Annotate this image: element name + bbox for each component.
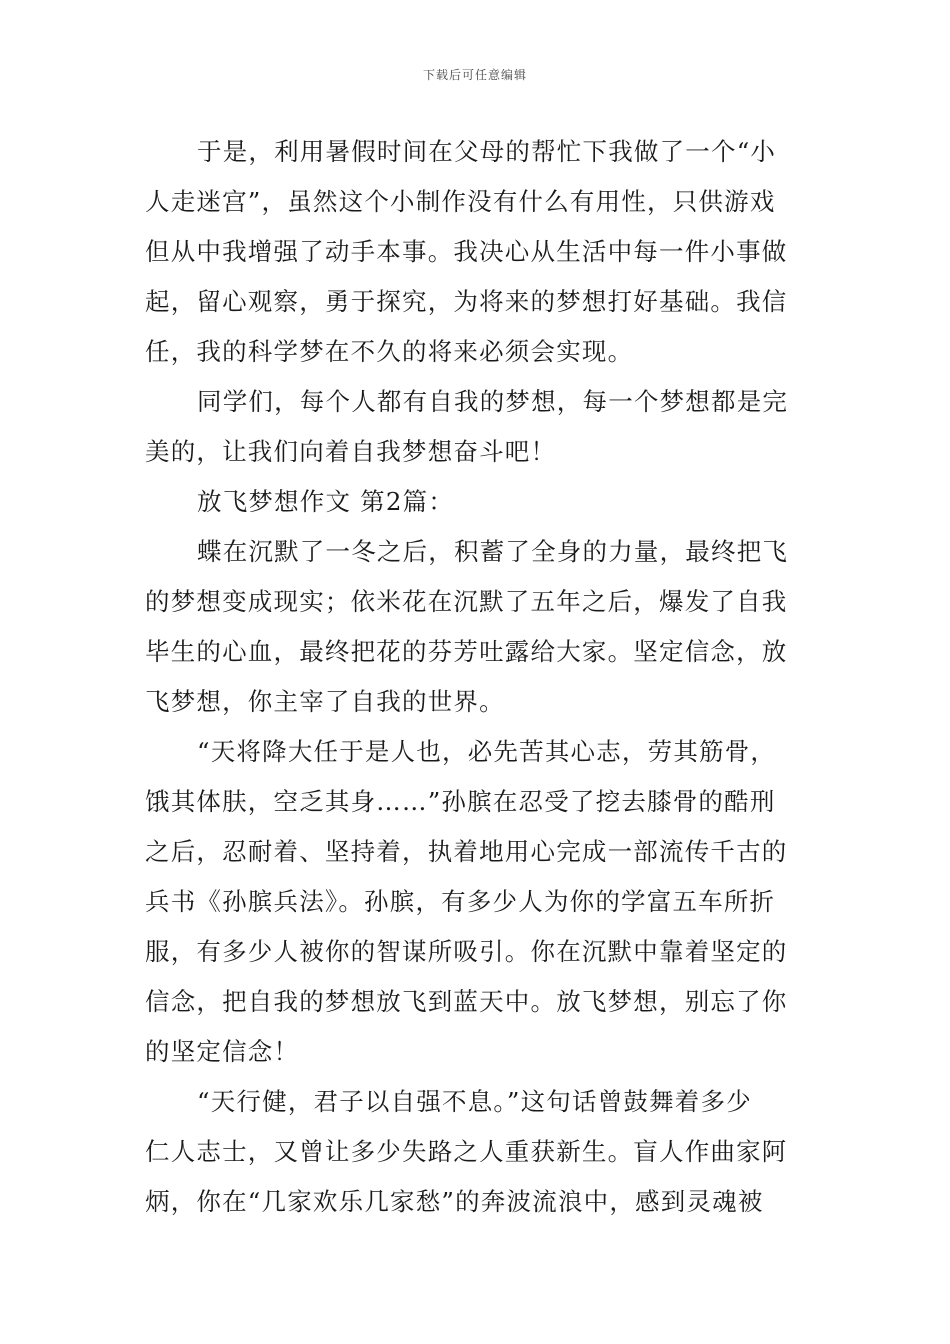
text-line: 起，留心观察，勇于探究，为将来的梦想打好基础。我信 [145, 287, 788, 316]
text-line: 任，我的科学梦在不久的将来必须会实现。 [145, 337, 634, 366]
text-line: 人走迷宫”，虽然这个小制作没有什么有用性，只供游戏 [145, 187, 776, 216]
text-line: 蝶在沉默了一冬之后，积蓄了全身的力量，最终把飞 [197, 537, 789, 566]
text-line: 炳，你在“几家欢乐几家愁”的奔波流浪中，感到灵魂被 [145, 1187, 764, 1216]
text-line: 之后，忍耐着、坚持着，执着地用心完成一部流传千古的 [145, 837, 788, 866]
text-line: 但从中我增强了动手本事。我决心从生活中每一件小事做 [145, 237, 788, 266]
text-line: 仁人志士，又曾让多少失路之人重获新生。盲人作曲家阿 [145, 1137, 788, 1166]
text-line: 饿其体肤，空乏其身……”孙膑在忍受了挖去膝骨的酷刑 [145, 787, 776, 816]
text-line: 毕生的心血，最终把花的芬芳吐露给大家。坚定信念，放 [145, 637, 788, 666]
text-line: 的梦想变成现实；依米花在沉默了五年之后，爆发了自我 [145, 587, 788, 616]
text-line: 信念，把自我的梦想放飞到蓝天中。放飞梦想，别忘了你 [145, 987, 788, 1016]
text-line: 服，有多少人被你的智谋所吸引。你在沉默中靠着坚定的 [145, 937, 788, 966]
text-line: 的坚定信念！ [145, 1037, 300, 1066]
document-body [145, 127, 811, 1227]
section-heading: 放飞梦想作文 第2篇： [197, 487, 455, 516]
text-line: “天行健，君子以自强不息。”这句话曾鼓舞着多少 [197, 1087, 752, 1116]
text-line: “天将降大任于是人也，必先苦其心志，劳其筋骨， [197, 737, 777, 766]
text-line: 美的，让我们向着自我梦想奋斗吧！ [145, 437, 557, 466]
text-line: 兵书《孙膑兵法》。孙膑，有多少人为你的学富五车所折 [145, 887, 776, 916]
text-line: 飞梦想，你主宰了自我的世界。 [145, 687, 505, 716]
text-line: 同学们，每个人都有自我的梦想，每一个梦想都是完 [197, 387, 789, 416]
text-line: 于是，利用暑假时间在父母的帮忙下我做了一个“小 [197, 137, 777, 166]
page-header: 下载后可任意编辑 [422, 68, 527, 82]
